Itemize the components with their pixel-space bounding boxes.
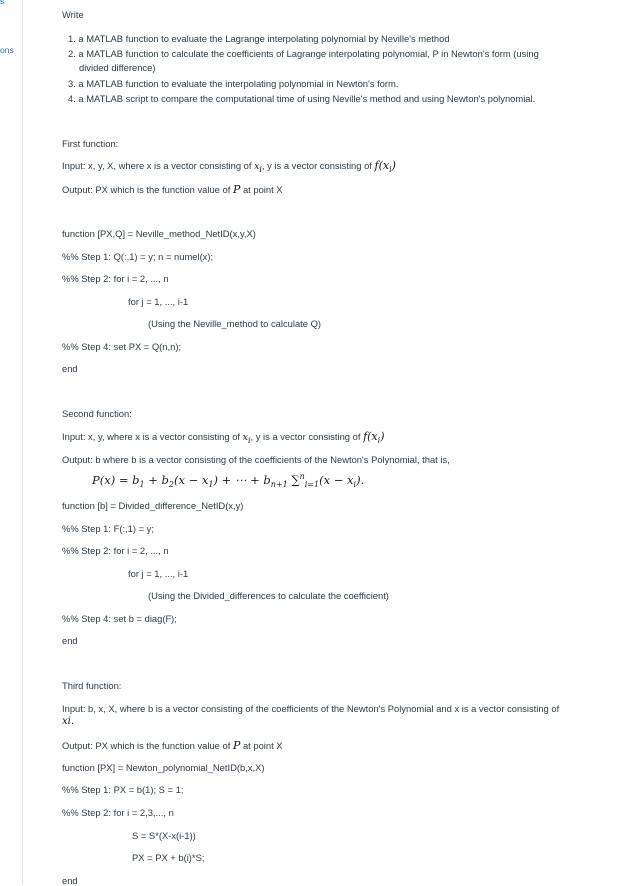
code-line: end	[62, 363, 78, 374]
code-line: %% Step 2: for i = 2, ..., n	[62, 273, 169, 284]
code-line: end	[62, 875, 78, 886]
task-item-2-continued: divided difference)	[79, 62, 156, 73]
second-function-title: Second function:	[62, 408, 132, 419]
code-line: %% Step 2: for i = 2, ..., n	[62, 545, 169, 556]
input-text: Input: x, y, where x is a vector consisting of	[62, 431, 241, 442]
second-function-input	[62, 430, 385, 445]
code-line: %% Step 2: for i = 2,3,..., n	[62, 807, 174, 818]
code-line: (Using the Neville_method to calculate Q)	[148, 318, 321, 329]
fxi-math: $f(x_i)$	[363, 430, 385, 446]
fxi-math: $f(x_i)$	[374, 159, 396, 175]
input-text: Input: x, y, X, where x is a vector consisting of	[62, 160, 252, 171]
output-text: Output: PX which is the function value of	[62, 740, 231, 751]
code-line: for j = 1, ..., i-1	[128, 568, 189, 579]
code-line: for j = 1, ..., i-1	[128, 296, 189, 307]
first-function-output	[62, 183, 283, 196]
code-line: function [b] = Divided_difference_NetID(x,y)	[62, 500, 244, 511]
p-math: P	[232, 183, 241, 196]
output-text: Output: PX which is the function value of	[62, 184, 231, 195]
task-item-3: 3. a MATLAB function to evaluate the interpolating polynomial in Newton's form.	[68, 78, 399, 89]
third-function-title: Third function:	[62, 680, 122, 691]
sidebar-fragment-top[interactable]: s	[0, 0, 5, 6]
code-line: (Using the Divided_differences to calculate the coefficient)	[148, 590, 389, 601]
code-line: PX = PX + b(i)*S;	[132, 852, 205, 863]
code-line: %% Step 4: set b = diag(F);	[62, 613, 177, 624]
sidebar-fragment-link[interactable]: ons	[0, 45, 14, 55]
p-math: P	[232, 739, 241, 752]
code-line: %% Step 1: PX = b(1); S = 1;	[62, 784, 184, 795]
first-function-input	[62, 159, 396, 174]
input-text-mid: , y is a vector consisting of	[250, 431, 361, 442]
write-heading: Write	[62, 9, 84, 20]
code-line: function [PX,Q] = Neville_method_NetID(x,y,X)	[62, 228, 256, 239]
first-function-title: First function:	[62, 138, 119, 149]
second-function-output: Output: b where b is a vector consisting of the coefficients of the Newton's Polynomial, that is,	[62, 454, 450, 465]
task-item-4: 4. a MATLAB script to compare the computational time of using Neville's method and using Newton's polynomial.	[68, 93, 536, 104]
task-item-2: 2. a MATLAB function to calculate the coefficients of Lagrange interpolating polynomial, P in Newton's form (using	[68, 48, 539, 59]
output-text-post: at point X	[242, 184, 283, 195]
code-line: %% Step 1: Q(:,1) = y; n = numel(x);	[62, 251, 214, 262]
code-line: %% Step 4: set PX = Q(n,n);	[62, 341, 182, 352]
code-line: function [PX] = Newton_polynomial_NetID(b,x,X)	[62, 762, 265, 773]
xi-math: xi.	[62, 716, 75, 727]
third-function-output	[62, 739, 283, 752]
third-function-input: Input: b, x, X, where b is a vector consisting of the coefficients of the Newton's Polynomial and x is a vector consisting of	[62, 703, 560, 714]
newton-polynomial-formula: $P(x) = b_1 + b_2(x - x_1)$ + ⋯ + $b_{n+1}$ $\sum^n_{i=1}(x - x_i)$.	[92, 472, 365, 490]
code-line: %% Step 1: F(:,1) = y;	[62, 523, 154, 534]
task-item-1: 1. a MATLAB function to evaluate the Lagrange interpolating polynomial by Neville's method	[68, 33, 450, 44]
output-text-post: at point X	[242, 740, 283, 751]
xi-math: $x_i$	[242, 432, 251, 445]
left-sidebar	[0, 0, 23, 885]
code-line: S = S*(X-x(i-1))	[132, 830, 196, 841]
input-text-mid: , y is a vector consisting of	[261, 160, 372, 171]
xi-math: $x_i$	[254, 161, 262, 174]
code-line: end	[62, 635, 78, 646]
